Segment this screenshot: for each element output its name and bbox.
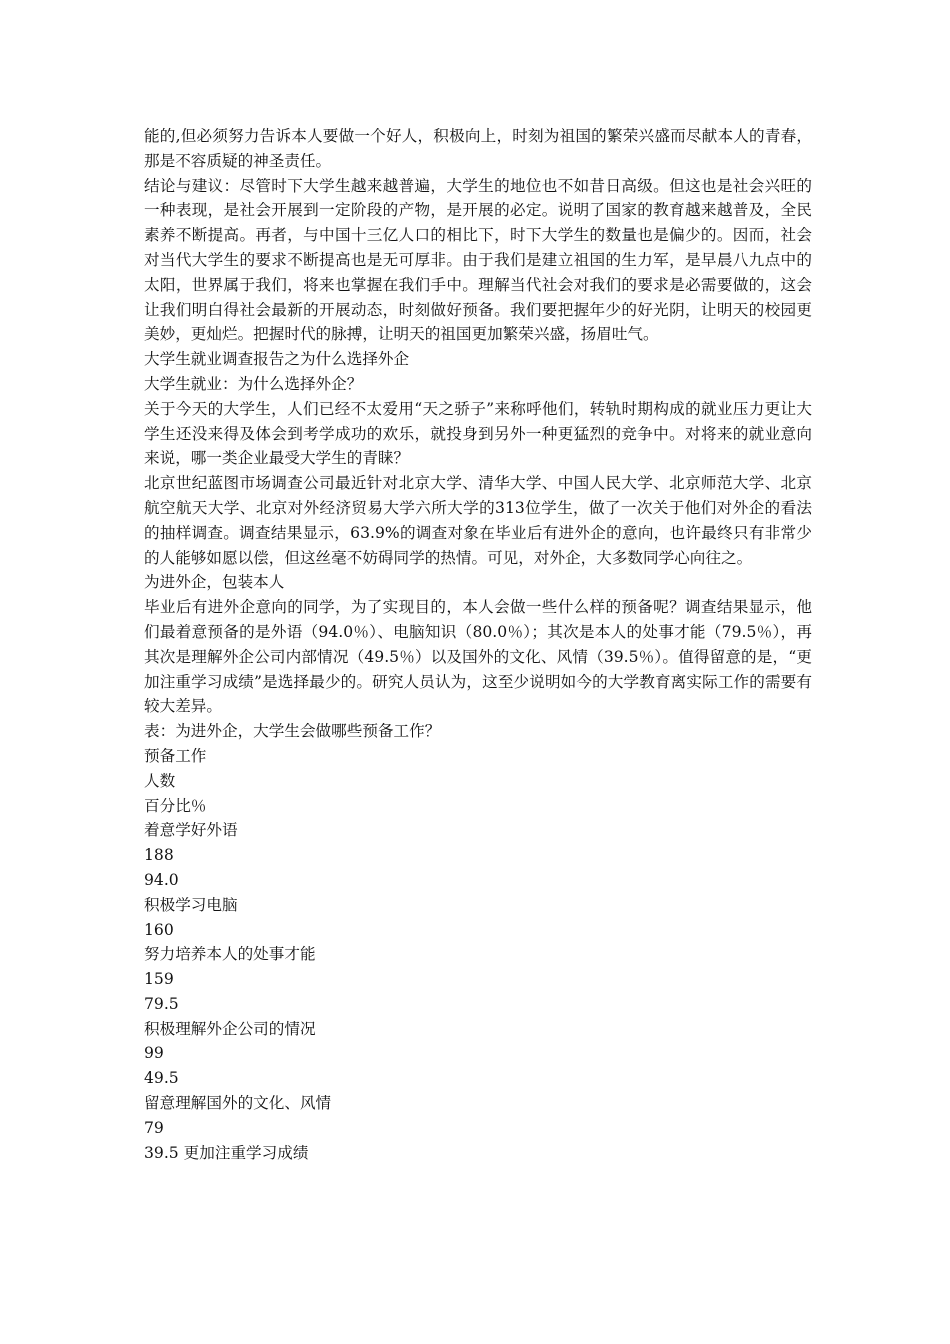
table-line: 79 [144,1118,164,1137]
table-line: 79.5 [144,994,179,1013]
table-line: 49.5 [144,1069,179,1088]
table-line: 159 [144,970,174,989]
table-line: 160 [144,920,174,939]
table-line: 百分比％ [144,796,207,815]
paragraph-intro: 关于今天的大学生，人们已经不太爱用“天之骄子”来称呼他们，转轨时期构成的就业压力更让大学生还没来得及体会到考学成功的欢乐，就投身到另外一种更猛烈的竞争中。对将来的就业意向来说，哪一类企业最受大学生的青睐？ [144,399,812,468]
table-line: 99 [144,1044,164,1063]
table-line: 努力培养本人的处事才能 [144,945,316,964]
paragraph-conclusion: 结论与建议：尽管时下大学生越来越普遍，大学生的地位也不如昔日高级。但这也是社会兴旺的一种表现，是社会开展到一定阶段的产物，是开展的必定。说明了国家的教育越来越普及，全民素养不断提高。再者，与中国十三亿人口的相比下，时下大学生的数量也是偏少的。因而，社会对当代大学生的要求不断提高也是无可厚非。由于我们是建立祖国的生力军，是早晨八九点中的太阳，世界属于我们，将来也掌握在我们手中。理解当代社会对我们的要求是必需要做的，这会让我们明白得社会最新的开展动态，时刻做好预备。我们要把握年少的好光阴，让明天的校园更美妙，更灿烂。把握时代的脉搏，让明天的祖国更加繁荣兴盛，扬眉吐气。 [144,176,812,344]
table-line: 留意理解国外的文化、风情 [144,1094,332,1113]
subheading: 为进外企，包装本人 [144,573,285,592]
article-title: 大学生就业：为什么选择外企？ [144,374,363,393]
table-line: 人数 [144,771,176,790]
table-line: 积极理解外企公司的情况 [144,1019,316,1038]
section-heading: 大学生就业调查报告之为什么选择外企 [144,350,410,369]
table-line: 94.0 [144,870,179,889]
table-line: 积极学习电脑 [144,895,238,914]
document-page [144,124,812,1165]
table-line: 188 [144,846,174,865]
paragraph-conclusion-tail: 能的,但必须努力告诉本人要做一个好人，积极向上，时刻为祖国的繁荣兴盛而尽献本人的青春，那是不容质疑的神圣责任。 [144,127,812,170]
paragraph-results: 毕业后有进外企意向的同学，为了实现目的，本人会做一些什么样的预备呢？调查结果显示，他们最着意预备的是外语（94.0％）、电脑知识（80.0％）；其次是本人的处事才能（79.5％），再其次是理解外企公司内部情况（49.5％）以及国外的文化、风情（39.5％）。值得留意的是，“更加注重学习成绩”是选择最少的。研究人员认为，这至少说明如今的大学教育离实际工作的需要有较大差异。 [144,598,812,716]
table-line: 39.5 更加注重学习成绩 [144,1143,309,1162]
table-line: 着意学好外语 [144,821,238,840]
table-caption: 表：为进外企，大学生会做哪些预备工作？ [144,722,441,741]
table-line: 预备工作 [144,746,207,765]
paragraph-survey: 北京世纪蓝图市场调查公司最近针对北京大学、清华大学、中国人民大学、北京师范大学、北京航空航天大学、北京对外经济贸易大学六所大学的313位学生，做了一次关于他们对外企的看法的抽样调查。调查结果显示，63.9%的调查对象在毕业后有进外企的意向，也许最终只有非常少的人能够如愿以偿，但这丝毫不妨碍同学的热情。可见，对外企，大多数同学心向往之。 [144,474,812,567]
